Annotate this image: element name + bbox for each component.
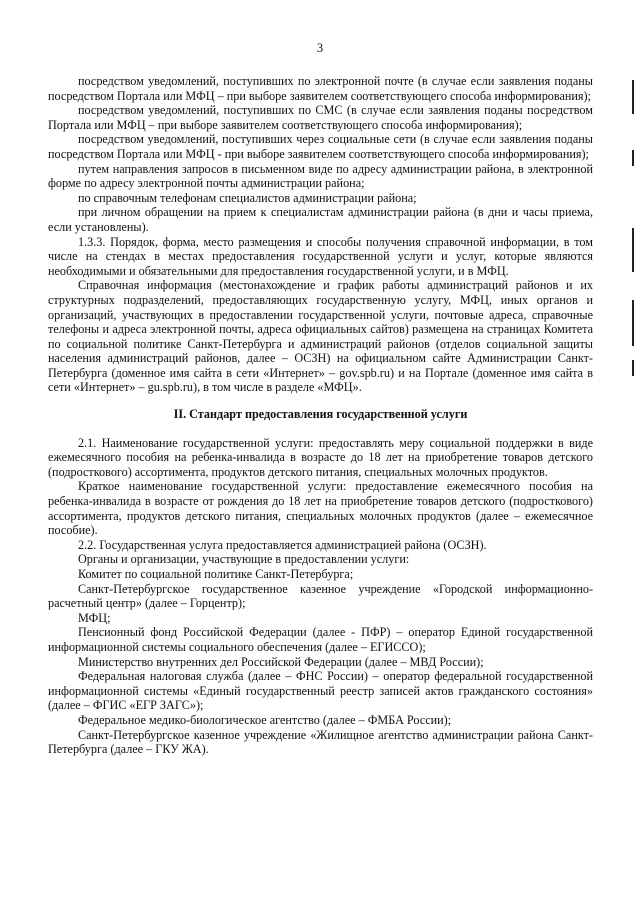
list-item-committee: Комитет по социальной политике Санкт-Петербурга; xyxy=(78,567,354,581)
paragraph-sms-notifications: посредством уведомлений, поступивших по СМС (в случае если заявления поданы посредством Портала или МФЦ – при выборе заявителем соответствующего способа информирования); xyxy=(48,103,593,132)
page-number: 3 xyxy=(316,41,324,55)
list-item-mvd: Министерство внутренних дел Российской Федерации (далее – МВД России); xyxy=(78,654,484,669)
list-item-pfr: Пенсионный фонд Российской Федерации (далее - ПФР) – оператор Единой государственной информационной системы социального обеспечения (далее – ЕГИССО); xyxy=(48,625,593,654)
paragraph-written-requests: путем направления запросов в письменном виде по адресу администрации района, в электронной форме по адресу электронной почты администрации района; xyxy=(48,161,593,191)
scan-edge-mark xyxy=(632,300,634,346)
paragraph-reference-info: Справочная информация (местонахождение и график работы администраций районов и их структурных подразделений, предоставляющих государственную услугу, МФЦ, иных органов и организаций, участвующих в предоставлении государственной услуги, почтовые адреса, справочные телефоны и адреса электронной почты, адреса официальных сайтов) размещена на страницах Комитета по социальной политике Санкт-Петербурга и администраций районов (отделов социальной защиты населения администраций районов, далее – ОСЗН) на официальном сайте Администрации Санкт-Петербурга (доменное имя сайта в сети «Интернет» – gov.spb.ru) и на Портале (доменное имя сайта в сети «Интернет» – gu.spb.ru), в том числе в разделе «МФЦ». xyxy=(48,278,593,395)
paragraph-personal-visit: при личном обращении на прием к специалистам администрации района (в дни и часы приема, если установлены). xyxy=(48,205,593,234)
paragraph-provider: 2.2. Государственная услуга предоставляется администрацией района (ОСЗН). xyxy=(78,537,487,552)
paragraph-social-notifications: посредством уведомлений, поступивших через социальные сети (в случае если заявления поданы посредством Портала или МФЦ - при выборе заявителем соответствующего способа информирования); xyxy=(48,132,593,161)
list-item-gorcenter: Санкт-Петербургское государственное казенное учреждение «Городской информационно-расчетный центр» (далее – Горцентр); xyxy=(48,581,593,611)
list-item-gku-zha: Санкт-Петербургское казенное учреждение «Жилищное агентство администрации района Санкт-Петербурга (далее – ГКУ ЖА). xyxy=(48,727,593,757)
paragraph-email-notifications: посредством уведомлений, поступивших по электронной почте (в случае если заявления поданы посредством Портала или МФЦ – при выборе заявителем соответствующего способа информирования); xyxy=(48,74,593,103)
list-item-mfc: МФЦ; xyxy=(78,610,111,625)
section-heading: II. Стандарт предоставления государственной услуги xyxy=(173,407,468,422)
scan-edge-mark xyxy=(632,228,634,272)
paragraph-short-name: Краткое наименование государственной услуги: предоставление ежемесячного пособия на ребенка-инвалида в возрасте от рождения до 18 лет на приобретение товаров детского (подросткового) ассортимента, продуктов детского питания, специальных молочных продуктов (далее – ежемесячное пособие). xyxy=(48,479,593,538)
scan-edge-mark xyxy=(632,150,634,166)
paragraph-section-1-3-3: 1.3.3. Порядок, форма, место размещения и способы получения справочной информации, в том числе на стендах в местах предоставления государственной услуги и услуг, которые являются необходимыми и обязательными для предоставления государственной услуги, и в МФЦ. xyxy=(48,234,593,278)
list-item-fns: Федеральная налоговая служба (далее – ФНС России) – оператор федеральной государственной информационной системы «Единый государственный реестр записей актов гражданского состояния» (далее – ФГИС «ЕГР ЗАГС»); xyxy=(48,669,593,713)
paragraph-phone-inquiries: по справочным телефонам специалистов администрации района; xyxy=(78,190,417,205)
list-item-fmba: Федеральное медико-биологическое агентство (далее – ФМБА России); xyxy=(78,712,452,727)
scan-edge-mark xyxy=(632,360,634,376)
scan-edge-mark xyxy=(632,80,634,114)
paragraph-service-name: 2.1. Наименование государственной услуги: предоставлять меру социальной поддержки в виде ежемесячного пособия на ребенка-инвалида в возрасте до 18 лет на приобретение товаров детского (подросткового) ассортимента, продуктов детского питания, специальных молочных продуктов. xyxy=(48,435,593,479)
document-body xyxy=(48,74,593,757)
paragraph-participants-intro: Органы и организации, участвующие в предоставлении услуги: xyxy=(78,552,410,567)
